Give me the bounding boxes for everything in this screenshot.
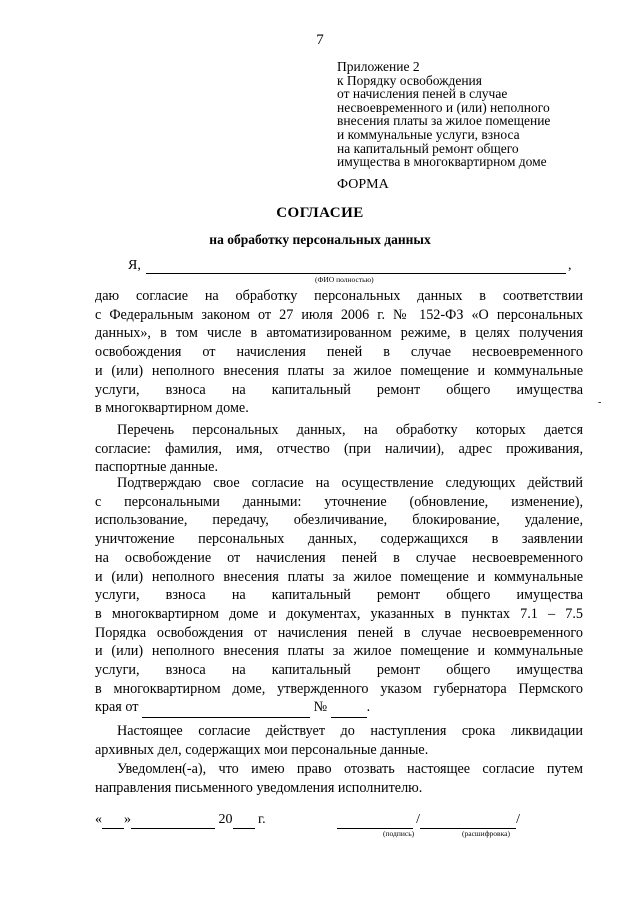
- text-line: уничтожение персональных данных, содержащихся в заявлении: [95, 531, 583, 548]
- text-line: использование, передачу, обезличивание, блокирование, удаление,: [95, 512, 583, 529]
- form-label: ФОРМА: [337, 177, 389, 192]
- appendix-line: Приложение 2: [337, 59, 420, 74]
- text-line: услуги, взноса на капитальный ремонт общего имущества: [95, 662, 583, 679]
- transcript-slash: /: [516, 812, 520, 827]
- text-line: данных», в том числе в автоматизированном режиме, в целях получения: [95, 325, 583, 342]
- decree-date-line: [95, 698, 583, 718]
- fio-field[interactable]: [146, 273, 566, 274]
- text-line: направления письменного уведомления исполнителю.: [95, 779, 423, 796]
- document-subtitle: на обработку персональных данных: [209, 232, 431, 247]
- year-prefix: 20: [218, 812, 233, 827]
- text-line: архивных дел, содержащих мои персональные данные.: [95, 741, 429, 758]
- transcript-field[interactable]: [420, 812, 516, 829]
- text-line: в многоквартирном доме.: [95, 400, 249, 417]
- decree-number-field[interactable]: [331, 698, 367, 718]
- text-line: и (или) неполного внесения платы за жилое помещение и коммунальные: [95, 568, 583, 585]
- month-field[interactable]: [131, 812, 215, 829]
- text-line: и (или) неполного внесения платы за жилое помещение и коммунальные: [95, 643, 583, 660]
- fio-comma: ,: [568, 258, 572, 273]
- page-number: 7: [316, 32, 324, 48]
- appendix-line: на капитальный ремонт общего: [337, 140, 519, 156]
- appendix-line: внесения платы за жилое помещение: [337, 113, 551, 129]
- text-line: Перечень персональных данных, на обработку которых дается: [117, 422, 583, 438]
- text-line: в многоквартирном доме и документах, указанных в пунктах 7.1 – 7.5: [95, 605, 583, 622]
- year-field[interactable]: [233, 812, 255, 829]
- signature-caption: (подпись): [383, 829, 415, 838]
- paragraph-consent: [95, 287, 583, 418]
- decree-date-field[interactable]: [142, 698, 310, 718]
- text-line: с Федеральным законом от 27 июля 2006 г. № 152-ФЗ «О персональных: [95, 306, 583, 323]
- text-line: Уведомлен(-а), что имею право отозвать настоящее согласие путем: [117, 761, 583, 777]
- decree-date-prefix: края от: [95, 699, 139, 716]
- text-line: Настоящее согласие действует до наступления срока ликвидации: [117, 723, 583, 739]
- text-line: услуги, взноса на капитальный ремонт общего имущества: [95, 587, 583, 604]
- text-line: Порядка освобождения от начисления пеней в случае несвоевременного: [95, 624, 583, 641]
- signature-slash: /: [416, 812, 421, 827]
- fio-row: [128, 258, 588, 274]
- date-close-quote: »: [124, 812, 131, 827]
- transcript-caption: (расшифровка): [462, 829, 510, 838]
- text-line: в многоквартирном доме, утвержденного указом губернатора Пермского: [95, 680, 583, 697]
- text-line: и (или) неполного внесения платы за жилое помещение и коммунальные: [95, 362, 583, 379]
- document-title: СОГЛАСИЕ: [276, 205, 364, 221]
- day-field[interactable]: [102, 812, 124, 829]
- text-line: Подтверждаю свое согласие на осуществление следующих действий: [117, 475, 583, 491]
- signature-field[interactable]: [337, 812, 413, 829]
- appendix-line: имущества в многоквартирном доме: [337, 154, 547, 170]
- margin-mark: -: [598, 397, 602, 408]
- decree-number-sign: №: [313, 699, 328, 716]
- appendix-header: [337, 60, 637, 169]
- fio-prefix: Я,: [128, 258, 141, 273]
- text-line: на освобождение от начисления пеней в случае несвоевременного: [95, 549, 583, 566]
- paragraph-revocation: [95, 760, 583, 797]
- appendix-line: несвоевременного и (или) неполного: [337, 99, 550, 115]
- paragraph-actions: [95, 474, 583, 718]
- text-line: согласие: фамилия, имя, отчество (при наличии), адрес проживания,: [95, 440, 583, 457]
- text-line: паспортные данные.: [95, 459, 219, 476]
- appendix-line: к Порядку освобождения: [337, 72, 482, 88]
- paragraph-data-list: [95, 421, 583, 477]
- appendix-line: и коммунальные услуги, взноса: [337, 126, 520, 142]
- text-line: с персональными данными: уточнение (обновление, изменение),: [95, 493, 583, 510]
- text-line: даю согласие на обработку персональных данных в соответствии: [95, 288, 583, 304]
- year-suffix: г.: [258, 812, 266, 827]
- decree-line-end: .: [366, 699, 371, 716]
- text-line: услуги, взноса на капитальный ремонт общего имущества: [95, 381, 583, 398]
- signature-row: [95, 812, 565, 829]
- date-open-quote: «: [95, 812, 102, 827]
- text-line: освобождения от начисления пеней в случае несвоевременного: [95, 344, 583, 361]
- appendix-line: от начисления пеней в случае: [337, 86, 508, 102]
- fio-caption: (ФИО полностью): [315, 275, 374, 284]
- paragraph-validity: [95, 722, 583, 759]
